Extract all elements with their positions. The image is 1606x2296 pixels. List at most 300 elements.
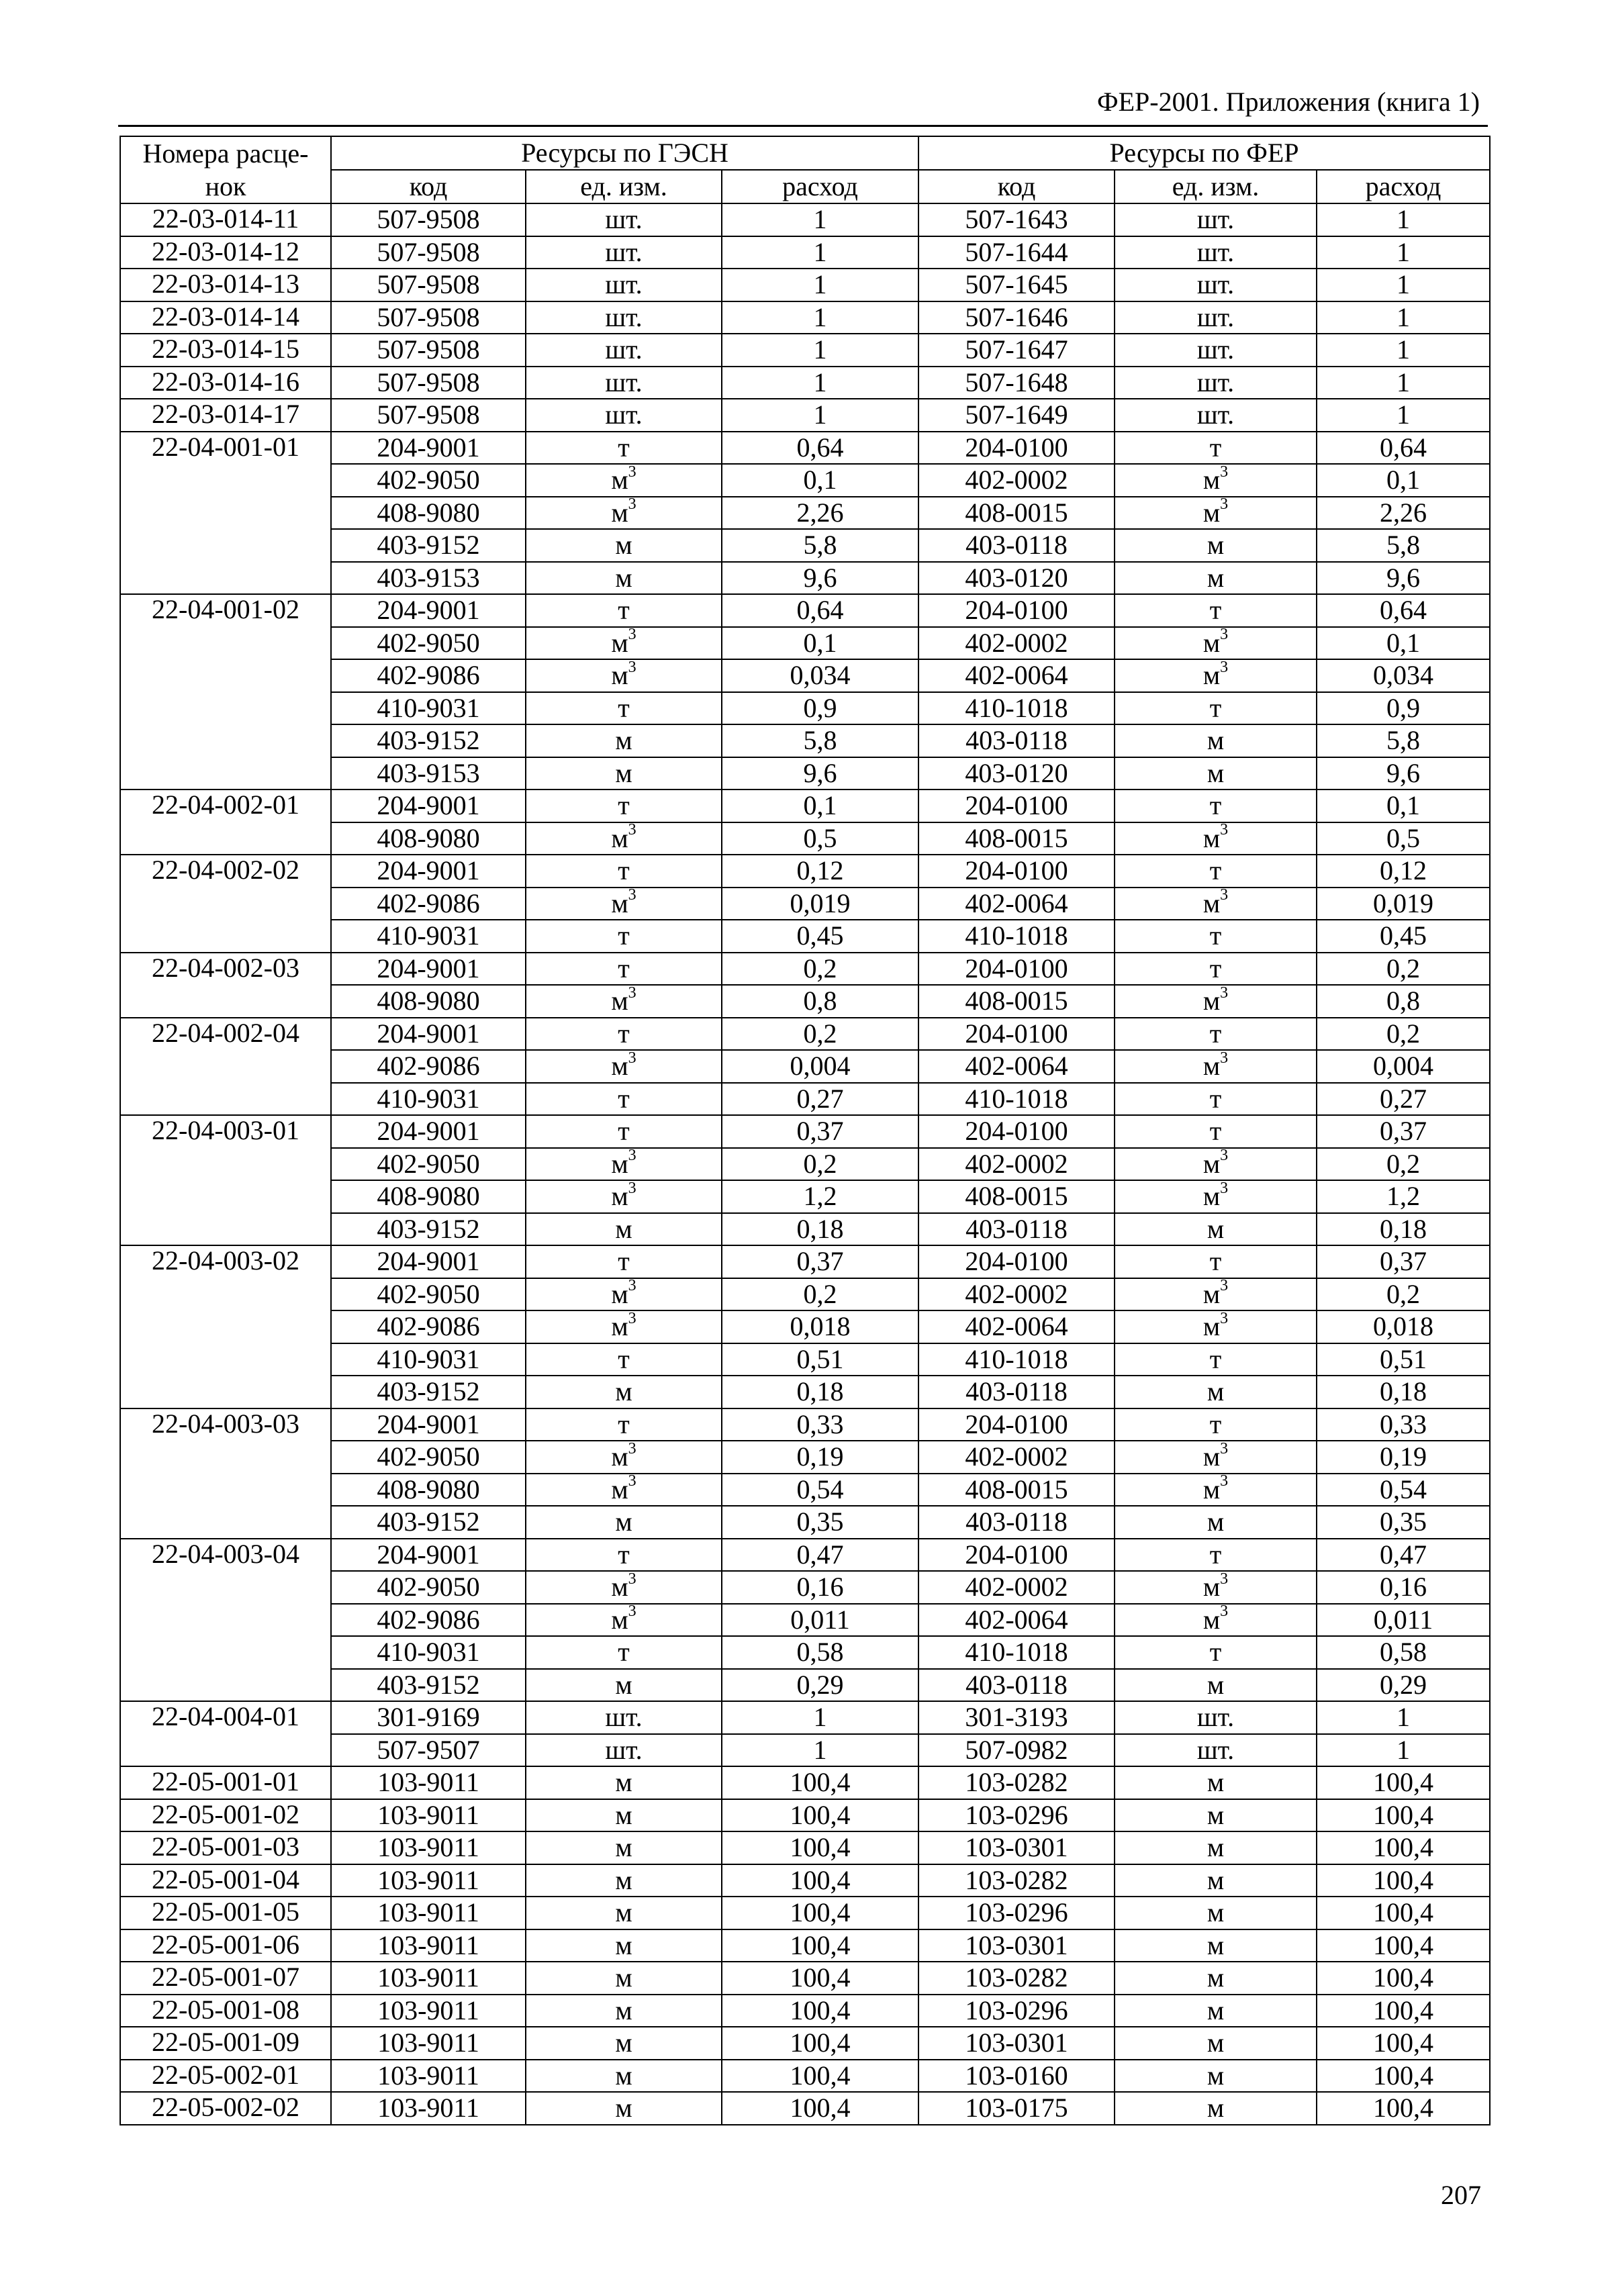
gesn-unit-cell: $м^3$ bbox=[526, 888, 722, 920]
fer-qty-cell: 100,4 bbox=[1317, 1799, 1490, 1832]
gesn-qty-cell: 100,4 bbox=[722, 1831, 918, 1864]
fer-qty-cell: 5,8 bbox=[1317, 529, 1490, 562]
fer-qty-cell: 100,4 bbox=[1317, 1962, 1490, 1995]
fer-unit-cell: $м^3$ bbox=[1115, 1050, 1317, 1083]
gesn-code-cell: 402-9086 bbox=[331, 1050, 526, 1083]
table-row bbox=[120, 1864, 1490, 1897]
gesn-code-cell: 402-9086 bbox=[331, 1310, 526, 1343]
gesn-unit-cell: м bbox=[526, 2027, 722, 2060]
fer-qty-cell: 1 bbox=[1317, 203, 1490, 236]
rate-number-cell: 22-05-001-02 bbox=[120, 1799, 331, 1832]
fer-code-cell: 408-0015 bbox=[918, 1180, 1115, 1213]
fer-unit-cell: шт. bbox=[1115, 334, 1317, 367]
fer-unit-cell: т bbox=[1115, 855, 1317, 888]
fer-code-cell: 507-1644 bbox=[918, 236, 1115, 269]
fer-qty-cell: 0,16 bbox=[1317, 1571, 1490, 1604]
fer-qty-cell: 0,54 bbox=[1317, 1474, 1490, 1506]
rate-number-cell: 22-04-001-02 bbox=[120, 594, 331, 790]
rate-number-cell: 22-03-014-13 bbox=[120, 269, 331, 301]
fer-code-cell: 204-0100 bbox=[918, 594, 1115, 627]
rate-number-cell: 22-04-002-01 bbox=[120, 790, 331, 855]
fer-code-cell: 410-1018 bbox=[918, 920, 1115, 953]
fer-code-cell: 204-0100 bbox=[918, 1245, 1115, 1278]
table-row bbox=[120, 594, 1490, 627]
fer-unit-cell: т bbox=[1115, 920, 1317, 953]
gesn-code-cell: 103-9011 bbox=[331, 1831, 526, 1864]
gesn-unit-cell: т bbox=[526, 594, 722, 627]
gesn-code-cell: 408-9080 bbox=[331, 822, 526, 855]
fer-code-cell: 103-0296 bbox=[918, 1799, 1115, 1832]
gesn-unit-cell: $м^3$ bbox=[526, 985, 722, 1018]
gesn-unit-cell: $м^3$ bbox=[526, 1474, 722, 1506]
fer-qty-cell: 0,51 bbox=[1317, 1343, 1490, 1376]
table-body bbox=[120, 203, 1490, 2125]
fer-qty-cell: 0,37 bbox=[1317, 1115, 1490, 1148]
gesn-code-cell: 507-9507 bbox=[331, 1734, 526, 1767]
gesn-qty-cell: 0,45 bbox=[722, 920, 918, 953]
gesn-qty-cell: 0,54 bbox=[722, 1474, 918, 1506]
fer-qty-cell: 100,4 bbox=[1317, 2027, 1490, 2060]
fer-code-cell: 103-0282 bbox=[918, 1962, 1115, 1995]
gesn-qty-cell: 100,4 bbox=[722, 2060, 918, 2093]
gesn-code-cell: 204-9001 bbox=[331, 855, 526, 888]
gesn-code-cell: 204-9001 bbox=[331, 594, 526, 627]
fer-unit-cell: $м^3$ bbox=[1115, 1604, 1317, 1637]
gesn-qty-cell: 1,2 bbox=[722, 1180, 918, 1213]
fer-unit-cell: т bbox=[1115, 1115, 1317, 1148]
table-row bbox=[120, 203, 1490, 236]
fer-code-cell: 103-0160 bbox=[918, 2060, 1115, 2093]
table-row bbox=[120, 1701, 1490, 1734]
gesn-unit-cell: т bbox=[526, 1115, 722, 1148]
gesn-unit-cell: м bbox=[526, 1864, 722, 1897]
gesn-qty-cell: 100,4 bbox=[722, 2092, 918, 2125]
gesn-qty-cell: 1 bbox=[722, 1701, 918, 1734]
fer-unit-cell: $м^3$ bbox=[1115, 1441, 1317, 1474]
gesn-unit-cell: $м^3$ bbox=[526, 1278, 722, 1311]
gesn-unit-cell: шт. bbox=[526, 1734, 722, 1767]
table-row bbox=[120, 790, 1490, 822]
gesn-unit-cell: т bbox=[526, 1539, 722, 1572]
fer-unit-cell: т bbox=[1115, 1343, 1317, 1376]
rate-number-cell: 22-05-001-05 bbox=[120, 1897, 331, 1929]
fer-unit-cell: м bbox=[1115, 1799, 1317, 1832]
gesn-qty-cell: 100,4 bbox=[722, 1995, 918, 2027]
fer-qty-cell: 0,37 bbox=[1317, 1245, 1490, 1278]
fer-code-cell: 103-0296 bbox=[918, 1995, 1115, 2027]
fer-code-cell: 410-1018 bbox=[918, 692, 1115, 725]
gesn-qty-cell: 0,1 bbox=[722, 790, 918, 822]
gesn-qty-cell: 0,9 bbox=[722, 692, 918, 725]
gesn-code-cell: 402-9050 bbox=[331, 464, 526, 497]
gesn-qty-cell: 0,034 bbox=[722, 659, 918, 692]
gesn-unit-cell: $м^3$ bbox=[526, 659, 722, 692]
rate-number-cell: 22-05-001-06 bbox=[120, 1929, 331, 1962]
fer-code-cell: 403-0118 bbox=[918, 1376, 1115, 1408]
fer-qty-cell: 100,4 bbox=[1317, 1995, 1490, 2027]
fer-unit-cell: м bbox=[1115, 1831, 1317, 1864]
fer-qty-cell: 0,004 bbox=[1317, 1050, 1490, 1083]
gesn-code-cell: 103-9011 bbox=[331, 2060, 526, 2093]
gesn-qty-cell: 1 bbox=[722, 269, 918, 301]
gesn-code-cell: 403-9152 bbox=[331, 1506, 526, 1539]
fer-code-cell: 507-1649 bbox=[918, 399, 1115, 432]
fer-qty-cell: 100,4 bbox=[1317, 2060, 1490, 2093]
gesn-unit-cell: т bbox=[526, 1245, 722, 1278]
gesn-unit-cell: шт. bbox=[526, 301, 722, 334]
header-gesn-resources: Ресурсы по ГЭСН bbox=[331, 136, 918, 170]
gesn-unit-cell: шт. bbox=[526, 236, 722, 269]
fer-unit-cell: м bbox=[1115, 1766, 1317, 1799]
fer-unit-cell: шт. bbox=[1115, 203, 1317, 236]
table-row bbox=[120, 855, 1490, 888]
gesn-qty-cell: 0,37 bbox=[722, 1115, 918, 1148]
fer-unit-cell: т bbox=[1115, 1539, 1317, 1572]
fer-unit-cell: м bbox=[1115, 1962, 1317, 1995]
fer-unit-cell: $м^3$ bbox=[1115, 464, 1317, 497]
gesn-unit-cell: шт. bbox=[526, 269, 722, 301]
gesn-code-cell: 402-9050 bbox=[331, 1441, 526, 1474]
gesn-qty-cell: 0,16 bbox=[722, 1571, 918, 1604]
fer-qty-cell: 1 bbox=[1317, 301, 1490, 334]
gesn-code-cell: 403-9152 bbox=[331, 1669, 526, 1702]
table-row bbox=[120, 1799, 1490, 1832]
fer-unit-cell: т bbox=[1115, 1018, 1317, 1051]
fer-unit-cell: т bbox=[1115, 1245, 1317, 1278]
fer-unit-cell: м bbox=[1115, 724, 1317, 757]
fer-code-cell: 204-0100 bbox=[918, 1408, 1115, 1441]
gesn-qty-cell: 0,011 bbox=[722, 1604, 918, 1637]
rate-number-cell: 22-05-001-08 bbox=[120, 1995, 331, 2027]
gesn-unit-cell: т bbox=[526, 692, 722, 725]
fer-qty-cell: 0,011 bbox=[1317, 1604, 1490, 1637]
rate-number-cell: 22-04-002-02 bbox=[120, 855, 331, 953]
fer-qty-cell: 0,64 bbox=[1317, 594, 1490, 627]
gesn-unit-cell: т bbox=[526, 1408, 722, 1441]
table-row bbox=[120, 1539, 1490, 1572]
gesn-unit-cell: т bbox=[526, 1018, 722, 1051]
gesn-unit-cell: $м^3$ bbox=[526, 1050, 722, 1083]
fer-unit-cell: $м^3$ bbox=[1115, 1278, 1317, 1311]
gesn-qty-cell: 5,8 bbox=[722, 724, 918, 757]
fer-code-cell: 204-0100 bbox=[918, 953, 1115, 986]
fer-qty-cell: 0,2 bbox=[1317, 1148, 1490, 1181]
fer-code-cell: 204-0100 bbox=[918, 432, 1115, 465]
header-fer-unit: ед. изм. bbox=[1115, 170, 1317, 203]
fer-unit-cell: м bbox=[1115, 1213, 1317, 1246]
gesn-qty-cell: 1 bbox=[722, 367, 918, 399]
fer-qty-cell: 9,6 bbox=[1317, 757, 1490, 790]
fer-qty-cell: 0,018 bbox=[1317, 1310, 1490, 1343]
gesn-qty-cell: 0,33 bbox=[722, 1408, 918, 1441]
gesn-code-cell: 204-9001 bbox=[331, 1115, 526, 1148]
rate-number-cell: 22-03-014-17 bbox=[120, 399, 331, 432]
gesn-qty-cell: 0,2 bbox=[722, 1018, 918, 1051]
gesn-unit-cell: $м^3$ bbox=[526, 497, 722, 530]
rate-number-cell: 22-05-001-09 bbox=[120, 2027, 331, 2060]
rate-number-cell: 22-04-003-03 bbox=[120, 1408, 331, 1539]
gesn-unit-cell: м bbox=[526, 1376, 722, 1408]
gesn-code-cell: 402-9050 bbox=[331, 1148, 526, 1181]
gesn-code-cell: 103-9011 bbox=[331, 1995, 526, 2027]
gesn-code-cell: 403-9152 bbox=[331, 1376, 526, 1408]
fer-unit-cell: $м^3$ bbox=[1115, 627, 1317, 660]
fer-unit-cell: м bbox=[1115, 562, 1317, 595]
fer-unit-cell: $м^3$ bbox=[1115, 1310, 1317, 1343]
fer-code-cell: 402-0064 bbox=[918, 888, 1115, 920]
fer-code-cell: 103-0282 bbox=[918, 1864, 1115, 1897]
fer-qty-cell: 0,18 bbox=[1317, 1213, 1490, 1246]
fer-unit-cell: м bbox=[1115, 1929, 1317, 1962]
header-fer-qty: расход bbox=[1317, 170, 1490, 203]
gesn-unit-cell: $м^3$ bbox=[526, 1148, 722, 1181]
gesn-code-cell: 204-9001 bbox=[331, 432, 526, 465]
fer-qty-cell: 0,1 bbox=[1317, 790, 1490, 822]
fer-unit-cell: м bbox=[1115, 1669, 1317, 1702]
fer-qty-cell: 1 bbox=[1317, 367, 1490, 399]
gesn-qty-cell: 0,018 bbox=[722, 1310, 918, 1343]
gesn-qty-cell: 1 bbox=[722, 334, 918, 367]
gesn-qty-cell: 0,51 bbox=[722, 1343, 918, 1376]
fer-code-cell: 402-0002 bbox=[918, 627, 1115, 660]
header-fer-resources: Ресурсы по ФЕР bbox=[918, 136, 1490, 170]
table-row bbox=[120, 301, 1490, 334]
gesn-qty-cell: 1 bbox=[722, 301, 918, 334]
fer-qty-cell: 0,27 bbox=[1317, 1083, 1490, 1116]
gesn-qty-cell: 9,6 bbox=[722, 562, 918, 595]
gesn-unit-cell: м bbox=[526, 1962, 722, 1995]
gesn-unit-cell: т bbox=[526, 1636, 722, 1669]
gesn-code-cell: 402-9050 bbox=[331, 627, 526, 660]
fer-code-cell: 402-0064 bbox=[918, 1310, 1115, 1343]
gesn-qty-cell: 100,4 bbox=[722, 1929, 918, 1962]
fer-qty-cell: 1 bbox=[1317, 1701, 1490, 1734]
gesn-code-cell: 507-9508 bbox=[331, 269, 526, 301]
gesn-qty-cell: 0,8 bbox=[722, 985, 918, 1018]
table-row bbox=[120, 2060, 1490, 2093]
gesn-unit-cell: м bbox=[526, 1766, 722, 1799]
rate-number-cell: 22-03-014-11 bbox=[120, 203, 331, 236]
gesn-unit-cell: м bbox=[526, 1897, 722, 1929]
gesn-code-cell: 204-9001 bbox=[331, 1018, 526, 1051]
fer-unit-cell: т bbox=[1115, 953, 1317, 986]
gesn-qty-cell: 100,4 bbox=[722, 1799, 918, 1832]
gesn-unit-cell: м bbox=[526, 757, 722, 790]
gesn-qty-cell: 0,12 bbox=[722, 855, 918, 888]
gesn-unit-cell: $м^3$ bbox=[526, 1441, 722, 1474]
fer-qty-cell: 0,2 bbox=[1317, 953, 1490, 986]
fer-qty-cell: 100,4 bbox=[1317, 1831, 1490, 1864]
fer-unit-cell: м bbox=[1115, 2060, 1317, 2093]
fer-unit-cell: т bbox=[1115, 1083, 1317, 1116]
fer-code-cell: 507-1647 bbox=[918, 334, 1115, 367]
fer-unit-cell: м bbox=[1115, 1506, 1317, 1539]
table-row bbox=[120, 334, 1490, 367]
gesn-unit-cell: м bbox=[526, 1213, 722, 1246]
gesn-unit-cell: т bbox=[526, 953, 722, 986]
fer-qty-cell: 1 bbox=[1317, 1734, 1490, 1767]
table-row bbox=[120, 1766, 1490, 1799]
fer-qty-cell: 0,18 bbox=[1317, 1376, 1490, 1408]
fer-code-cell: 507-0982 bbox=[918, 1734, 1115, 1767]
table-row bbox=[120, 432, 1490, 465]
gesn-unit-cell: $м^3$ bbox=[526, 1310, 722, 1343]
rate-number-cell: 22-04-001-01 bbox=[120, 432, 331, 595]
gesn-unit-cell: $м^3$ bbox=[526, 1180, 722, 1213]
fer-qty-cell: 0,64 bbox=[1317, 432, 1490, 465]
gesn-code-cell: 507-9508 bbox=[331, 236, 526, 269]
fer-qty-cell: 0,5 bbox=[1317, 822, 1490, 855]
fer-qty-cell: 5,8 bbox=[1317, 724, 1490, 757]
gesn-unit-cell: $м^3$ bbox=[526, 822, 722, 855]
gesn-unit-cell: т bbox=[526, 1343, 722, 1376]
fer-unit-cell: т bbox=[1115, 692, 1317, 725]
gesn-code-cell: 103-9011 bbox=[331, 1929, 526, 1962]
fer-code-cell: 408-0015 bbox=[918, 985, 1115, 1018]
gesn-code-cell: 507-9508 bbox=[331, 334, 526, 367]
header-rate-numbers: Номера расце- bbox=[120, 136, 331, 170]
fer-unit-cell: $м^3$ bbox=[1115, 1571, 1317, 1604]
gesn-code-cell: 204-9001 bbox=[331, 953, 526, 986]
gesn-unit-cell: $м^3$ bbox=[526, 464, 722, 497]
fer-code-cell: 402-0002 bbox=[918, 464, 1115, 497]
gesn-qty-cell: 9,6 bbox=[722, 757, 918, 790]
gesn-code-cell: 403-9153 bbox=[331, 757, 526, 790]
gesn-unit-cell: м bbox=[526, 2060, 722, 2093]
fer-code-cell: 301-3193 bbox=[918, 1701, 1115, 1734]
page-header-title: ФЕР-2001. Приложения (книга 1) bbox=[1097, 87, 1480, 117]
gesn-unit-cell: т bbox=[526, 1083, 722, 1116]
gesn-code-cell: 103-9011 bbox=[331, 1766, 526, 1799]
gesn-unit-cell: м bbox=[526, 2092, 722, 2125]
table-row bbox=[120, 1962, 1490, 1995]
fer-code-cell: 402-0002 bbox=[918, 1278, 1115, 1311]
rate-number-cell: 22-05-001-03 bbox=[120, 1831, 331, 1864]
fer-unit-cell: $м^3$ bbox=[1115, 985, 1317, 1018]
fer-code-cell: 403-0120 bbox=[918, 757, 1115, 790]
rate-number-cell: 22-04-002-03 bbox=[120, 953, 331, 1018]
gesn-qty-cell: 100,4 bbox=[722, 2027, 918, 2060]
rate-number-cell: 22-04-004-01 bbox=[120, 1701, 331, 1766]
gesn-code-cell: 103-9011 bbox=[331, 1864, 526, 1897]
fer-code-cell: 103-0301 bbox=[918, 1929, 1115, 1962]
fer-qty-cell: 1 bbox=[1317, 269, 1490, 301]
fer-code-cell: 103-0301 bbox=[918, 2027, 1115, 2060]
table-row bbox=[120, 1245, 1490, 1278]
fer-unit-cell: шт. bbox=[1115, 1734, 1317, 1767]
fer-code-cell: 402-0002 bbox=[918, 1148, 1115, 1181]
gesn-unit-cell: $м^3$ bbox=[526, 627, 722, 660]
gesn-qty-cell: 0,18 bbox=[722, 1376, 918, 1408]
gesn-code-cell: 204-9001 bbox=[331, 1408, 526, 1441]
gesn-unit-cell: т bbox=[526, 790, 722, 822]
gesn-code-cell: 410-9031 bbox=[331, 1343, 526, 1376]
gesn-code-cell: 301-9169 bbox=[331, 1701, 526, 1734]
fer-code-cell: 408-0015 bbox=[918, 1474, 1115, 1506]
gesn-qty-cell: 0,1 bbox=[722, 627, 918, 660]
fer-qty-cell: 0,9 bbox=[1317, 692, 1490, 725]
gesn-code-cell: 402-9086 bbox=[331, 1604, 526, 1637]
gesn-unit-cell: м bbox=[526, 1831, 722, 1864]
gesn-unit-cell: шт. bbox=[526, 203, 722, 236]
gesn-code-cell: 402-9050 bbox=[331, 1571, 526, 1604]
fer-unit-cell: т bbox=[1115, 1408, 1317, 1441]
fer-code-cell: 403-0120 bbox=[918, 562, 1115, 595]
gesn-qty-cell: 0,47 bbox=[722, 1539, 918, 1572]
rate-number-cell: 22-04-003-01 bbox=[120, 1115, 331, 1245]
fer-qty-cell: 0,034 bbox=[1317, 659, 1490, 692]
gesn-qty-cell: 0,37 bbox=[722, 1245, 918, 1278]
gesn-qty-cell: 1 bbox=[722, 1734, 918, 1767]
fer-unit-cell: т bbox=[1115, 432, 1317, 465]
gesn-qty-cell: 0,004 bbox=[722, 1050, 918, 1083]
rate-number-cell: 22-04-002-04 bbox=[120, 1018, 331, 1116]
gesn-qty-cell: 100,4 bbox=[722, 1864, 918, 1897]
gesn-code-cell: 507-9508 bbox=[331, 301, 526, 334]
fer-unit-cell: м bbox=[1115, 1864, 1317, 1897]
gesn-qty-cell: 0,1 bbox=[722, 464, 918, 497]
gesn-code-cell: 507-9508 bbox=[331, 367, 526, 399]
fer-code-cell: 103-0282 bbox=[918, 1766, 1115, 1799]
fer-qty-cell: 0,2 bbox=[1317, 1018, 1490, 1051]
fer-qty-cell: 9,6 bbox=[1317, 562, 1490, 595]
fer-code-cell: 204-0100 bbox=[918, 1018, 1115, 1051]
page-number: 207 bbox=[1441, 2180, 1481, 2210]
gesn-code-cell: 103-9011 bbox=[331, 1799, 526, 1832]
fer-qty-cell: 1,2 bbox=[1317, 1180, 1490, 1213]
fer-code-cell: 204-0100 bbox=[918, 1115, 1115, 1148]
gesn-unit-cell: т bbox=[526, 920, 722, 953]
gesn-qty-cell: 100,4 bbox=[722, 1897, 918, 1929]
gesn-code-cell: 408-9080 bbox=[331, 1474, 526, 1506]
fer-qty-cell: 1 bbox=[1317, 334, 1490, 367]
fer-unit-cell: $м^3$ bbox=[1115, 1180, 1317, 1213]
fer-code-cell: 402-0002 bbox=[918, 1441, 1115, 1474]
fer-code-cell: 507-1643 bbox=[918, 203, 1115, 236]
fer-code-cell: 410-1018 bbox=[918, 1343, 1115, 1376]
fer-unit-cell: м bbox=[1115, 2092, 1317, 2125]
rate-number-cell: 22-04-003-02 bbox=[120, 1245, 331, 1408]
gesn-code-cell: 408-9080 bbox=[331, 497, 526, 530]
gesn-unit-cell: т bbox=[526, 432, 722, 465]
gesn-unit-cell: м bbox=[526, 562, 722, 595]
fer-qty-cell: 0,58 bbox=[1317, 1636, 1490, 1669]
fer-unit-cell: шт. bbox=[1115, 269, 1317, 301]
header-gesn-qty: расход bbox=[722, 170, 918, 203]
table-row bbox=[120, 953, 1490, 986]
gesn-code-cell: 403-9153 bbox=[331, 562, 526, 595]
gesn-qty-cell: 0,64 bbox=[722, 594, 918, 627]
gesn-unit-cell: $м^3$ bbox=[526, 1604, 722, 1637]
gesn-code-cell: 408-9080 bbox=[331, 985, 526, 1018]
gesn-unit-cell: шт. bbox=[526, 367, 722, 399]
fer-unit-cell: т bbox=[1115, 1636, 1317, 1669]
gesn-qty-cell: 0,5 bbox=[722, 822, 918, 855]
fer-qty-cell: 0,1 bbox=[1317, 627, 1490, 660]
gesn-qty-cell: 0,64 bbox=[722, 432, 918, 465]
fer-code-cell: 507-1648 bbox=[918, 367, 1115, 399]
fer-qty-cell: 0,29 bbox=[1317, 1669, 1490, 1702]
gesn-code-cell: 410-9031 bbox=[331, 1083, 526, 1116]
gesn-qty-cell: 1 bbox=[722, 236, 918, 269]
fer-unit-cell: т bbox=[1115, 790, 1317, 822]
fer-unit-cell: $м^3$ bbox=[1115, 497, 1317, 530]
resources-table-container bbox=[120, 136, 1489, 2125]
table-row bbox=[120, 1995, 1490, 2027]
gesn-qty-cell: 0,2 bbox=[722, 953, 918, 986]
fer-unit-cell: $м^3$ bbox=[1115, 659, 1317, 692]
fer-code-cell: 403-0118 bbox=[918, 1506, 1115, 1539]
